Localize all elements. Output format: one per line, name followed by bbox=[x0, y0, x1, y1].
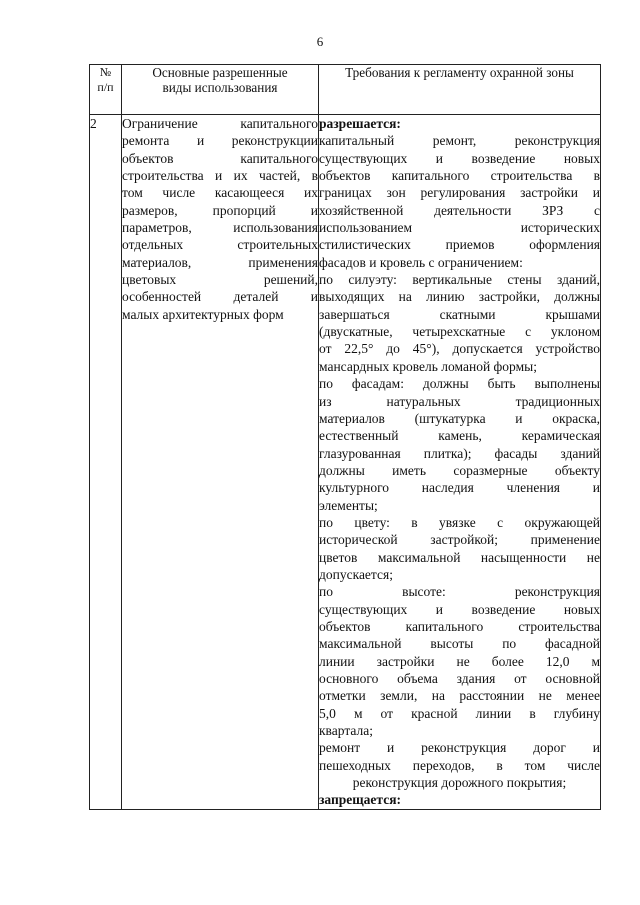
usage-types-line: размеров, пропорций и bbox=[122, 202, 318, 218]
requirements-line: отметки земли, на расстоянии не менее bbox=[319, 688, 600, 704]
requirements-line: цветов максимальной насыщенности не bbox=[319, 549, 600, 565]
requirements-line: 5,0 м от красной линии в глубину bbox=[319, 705, 600, 721]
requirements-line: капитальный ремонт, реконструкция bbox=[319, 133, 600, 149]
requirements-line: по высоте: реконструкция bbox=[319, 584, 600, 600]
requirements-line: объектов капитального строительства bbox=[319, 618, 600, 634]
requirements-line: квартала; bbox=[319, 723, 373, 739]
requirements-line: объектов капитального строительства в bbox=[319, 168, 600, 184]
requirements-line: по фасадам: должны быть выполнены bbox=[319, 376, 600, 392]
requirements-line: исторической застройкой; применение bbox=[319, 532, 600, 548]
requirements-line: материалов (штукатурка и окраска, bbox=[319, 410, 600, 426]
usage-types-line: строительства и их частей, в bbox=[122, 168, 318, 184]
requirements-line: линии застройки не более 12,0 м bbox=[319, 653, 600, 669]
requirements-line: основного объема здания от основной bbox=[319, 671, 600, 686]
usage-types-line: материалов, применения bbox=[122, 254, 318, 270]
requirements-line: использованием исторических bbox=[319, 220, 600, 236]
header-usage-types: Основные разрешенные виды использования bbox=[122, 65, 319, 115]
requirements-line: реконструкция дорожного покрытия; bbox=[352, 775, 567, 791]
requirements-heading: запрещается: bbox=[319, 792, 402, 808]
regulation-table bbox=[89, 64, 601, 810]
requirements-line: фасадов и кровель с ограничением: bbox=[319, 254, 523, 270]
requirements-line: глазурованная плитка); фасады зданий bbox=[319, 445, 600, 461]
requirements-heading: разрешается: bbox=[319, 116, 401, 131]
requirements-line: из натуральных традиционных bbox=[319, 393, 600, 409]
page-number: 6 bbox=[316, 34, 324, 49]
requirements-line: хозяйственной деятельности ЗРЗ с bbox=[319, 202, 600, 218]
requirements-line: по силуэту: вертикальные стены зданий, bbox=[319, 272, 600, 288]
usage-types-line: цветовых решений, bbox=[122, 272, 318, 288]
usage-types-line: малых архитектурных форм bbox=[122, 306, 284, 322]
row-number: 2 bbox=[90, 115, 122, 810]
table-header-row bbox=[90, 65, 601, 115]
requirements-line: (двускатные, четырехскатные с уклоном bbox=[319, 324, 600, 340]
requirements-line: мансардных кровель ломаной формы; bbox=[319, 358, 537, 374]
table-row bbox=[90, 115, 601, 810]
header-requirements: Требования к регламенту охранной зоны bbox=[319, 65, 601, 115]
usage-types-line: Ограничение капитального bbox=[122, 116, 318, 131]
usage-types-line: отдельных строительных bbox=[122, 237, 318, 253]
requirements-line: естественный камень, керамическая bbox=[319, 428, 600, 444]
requirements-line: допускается; bbox=[319, 566, 393, 582]
requirements-line: завершаться скатными крышами bbox=[319, 306, 600, 322]
header-number: № п/п bbox=[90, 65, 122, 115]
usage-types-line: параметров, использования bbox=[122, 220, 318, 236]
requirements-line: ремонт и реконструкция дорог и bbox=[319, 740, 600, 756]
requirements-line: по цвету: в увязке с окружающей bbox=[319, 514, 600, 530]
requirements-line: максимальной высоты по фасадной bbox=[319, 636, 600, 652]
usage-types-line: особенностей деталей и bbox=[122, 289, 318, 305]
requirements-line: культурного наследия членения и bbox=[319, 480, 600, 496]
requirements-line: от 22,5° до 45°), допускается устройство bbox=[319, 341, 600, 357]
usage-types-line: объектов капитального bbox=[122, 150, 318, 166]
requirements-line: стилистических приемов оформления bbox=[319, 237, 600, 253]
requirements-line: существующих и возведение новых bbox=[319, 150, 600, 166]
requirements-line: выходящих на линию застройки, должны bbox=[319, 289, 600, 305]
requirements-line: границах зон регулирования застройки и bbox=[319, 185, 600, 201]
requirements-line: существующих и возведение новых bbox=[319, 601, 600, 617]
usage-types-line: ремонта и реконструкции bbox=[122, 133, 318, 149]
requirements-line: элементы; bbox=[319, 497, 378, 513]
requirements-cell bbox=[319, 115, 601, 810]
requirements-line: должны иметь соразмерные объекту bbox=[319, 462, 600, 478]
usage-types-line: том числе касающееся их bbox=[122, 185, 318, 201]
usage-types-cell bbox=[122, 115, 319, 810]
requirements-line: пешеходных переходов, в том числе bbox=[319, 757, 600, 773]
